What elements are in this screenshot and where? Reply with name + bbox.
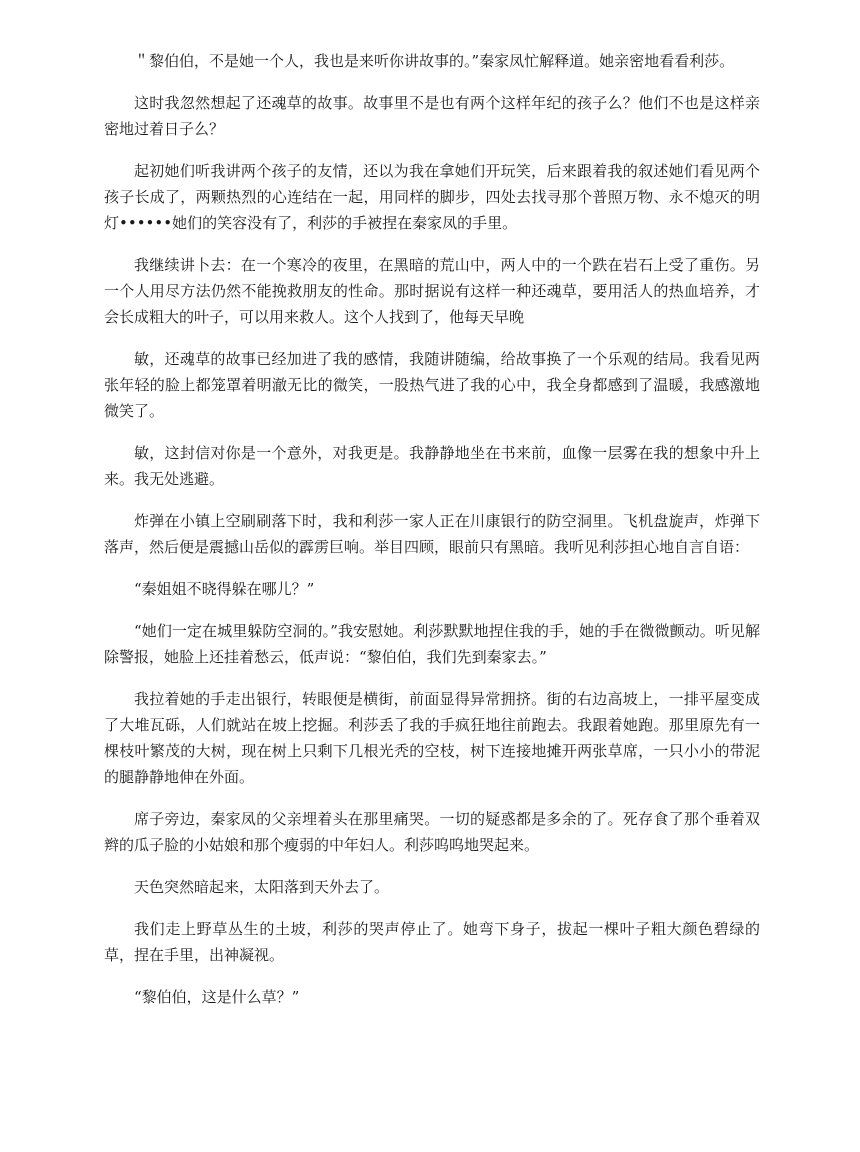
paragraph-5: 敏，还魂草的故事已经加进了我的感情，我随讲随编，给故事换了一个乐观的结局。我看见两张年轻的脸上都笼罩着明澈无比的微笑，一股热气进了我的心中，我全身都感到了温暖，我感激地微笑了。 [104, 350, 760, 420]
paragraph-13: 我们走上野草丛生的土坡，利莎的哭声停止了。她弯下身子，拔起一棵叶子粗大颜色碧绿的草，捏在手里，出神凝视。 [104, 920, 760, 964]
paragraph-1: ＂黎伯伯，不是她一个人，我也是来听你讲故事的。”秦家凤忙解释道。她亲密地看看利莎。 [134, 52, 735, 70]
paragraph-7: 炸弹在小镇上空刷刷落下时，我和利莎一家人正在川康银行的防空洞里。飞机盘旋声，炸弹下落声，然后便是震撼山岳似的霹雳巨响。举目四顾，眼前只有黑暗。我听见利莎担心地自言自语： [104, 512, 760, 556]
paragraph-4: 我继续讲卜去：在一个寒冷的夜里，在黑暗的荒山中，两人中的一个跌在岩石上受了重伤。另一个人用尽方法仍然不能挽救朋友的性命。那时据说有这样一种还魂草，要用活人的热血培养，才会长成粗大的叶子，可以用来救人。这个人找到了，他每天早晚 [104, 256, 760, 326]
paragraph-11: 席子旁边，秦家凤的父亲埋着头在那里痛哭。一切的疑惑都是多余的了。死存食了那个垂着双辫的瓜子脸的小姑娘和那个瘦弱的中年妇人。利莎呜呜地哭起来。 [104, 810, 760, 854]
paragraph-6: 敏，这封信对你是一个意外，对我更是。我静静地坐在书来前，血像一层雾在我的想象中升上来。我无处逃避。 [104, 444, 760, 488]
paragraph-3: 起初她们听我讲两个孩子的友情，还以为我在拿她们开玩笑，后来跟着我的叙述她们看见两个孩子长成了，两颗热烈的心连结在一起，用同样的脚步，四处去找寻那个普照万物、永不熄灭的明灯••••••她们的笑容没有了，利莎的手被捏在秦家凤的手里。 [104, 162, 760, 232]
document-page [104, 48, 760, 1026]
paragraph-9: “她们一定在城里躲防空洞的。”我安慰她。利莎默默地捏住我的手，她的手在微微颤动。听见解除警报，她脸上还挂着愁云，低声说：“黎伯伯，我们先到秦家去。” [104, 622, 760, 666]
paragraph-8: “秦姐姐不晓得躲在哪儿？” [134, 580, 315, 598]
paragraph-2: 这时我忽然想起了还魂草的故事。故事里不是也有两个这样年纪的孩子么？他们不也是这样亲密地过着日子么？ [104, 94, 760, 138]
paragraph-12: 天色突然暗起来，太阳落到天外去了。 [134, 878, 390, 896]
paragraph-14: “黎伯伯，这是什么草？” [134, 988, 300, 1006]
paragraph-10: 我拉着她的手走出银行，转眼便是横街，前面显得异常拥挤。街的右边高坡上，一排平屋变成了大堆瓦砾，人们就站在坡上挖掘。利莎丢了我的手疯狂地往前跑去。我跟着她跑。那里原先有一棵枝叶繁茂的大树，现在树上只剩下几根光秃的空枝，树下连接地摊开两张草席，一只小小的带泥的腿静静地伸在外面。 [104, 690, 760, 786]
